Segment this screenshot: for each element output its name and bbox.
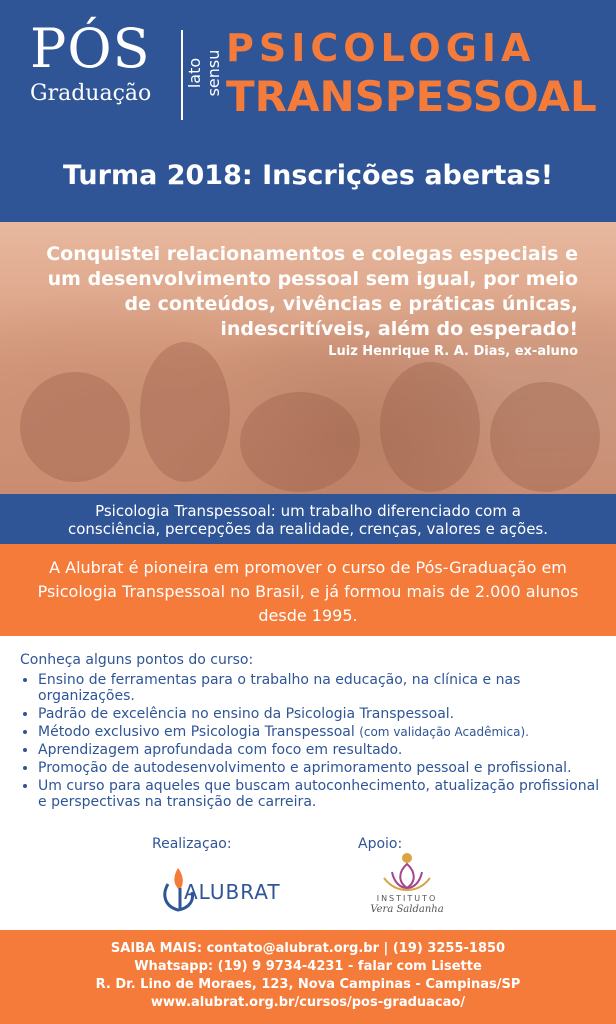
address-line: R. Dr. Lino de Moraes, 123, Nova Campinas - Campinas/SP [95, 977, 521, 992]
photo-figure [20, 372, 130, 482]
realizacao-label: Realizaçao: [152, 836, 232, 852]
quote-line: de conteúdos, vivências e práticas únicas, [124, 293, 578, 315]
testimonial-quote [38, 242, 578, 342]
instituto-logo [352, 850, 462, 920]
website-link[interactable]: www.alubrat.org.br/cursos/pos-graduacao/ [150, 995, 466, 1010]
lotus-icon [352, 850, 462, 894]
tagline-line: consciência, percepções da realidade, crenças, valores e ações. [67, 520, 549, 538]
list-item-text: Método exclusivo em Psicologia Transpessoal [38, 724, 355, 740]
graduacao-text: Graduação [30, 81, 152, 106]
about-band [0, 544, 616, 636]
about-line: Psicologia Transpessoal no Brasil, e já formou mais de 2.000 alunos [37, 582, 579, 601]
tagline-line: Psicologia Transpessoal: um trabalho diferenciado com a [95, 502, 521, 520]
photo-figure [490, 382, 600, 492]
list-item: • Promoção de autodesenvolvimento e aprimoramento pessoal e profissional. [38, 760, 600, 776]
apoio-label: Apoio: [358, 836, 403, 852]
tagline-band [0, 494, 616, 544]
vera-saldanha-text: Vera Saldanha [370, 904, 444, 915]
instituto-text: INSTITUTO [376, 894, 438, 903]
list-item: • Padrão de excelência no ensino da Psicologia Transpessoal. [38, 706, 600, 722]
contact-footer [0, 930, 616, 1024]
photo-figure [140, 342, 230, 482]
quote-line: Conquistei relacionamentos e colegas especiais e [46, 243, 578, 265]
pos-graduacao-logo [30, 17, 180, 106]
about-line: A Alubrat é pioneira em promover o curso de Pós-Graduação em [49, 558, 567, 577]
testimonial-author: Luiz Henrique R. A. Dias, ex-aluno [328, 344, 578, 359]
course-title-line1: PSICOLOGIA [226, 26, 536, 70]
points-list [20, 672, 600, 810]
alubrat-name: ALUBRAT [184, 880, 281, 904]
contact-line: SAIBA MAIS: contato@alubrat.org.br | (19) 3255-1850 [110, 941, 506, 956]
header-banner [0, 0, 616, 222]
photo-figure [380, 362, 480, 492]
whatsapp-line: Whatsapp: (19) 9 9734-4231 - falar com Lisette [134, 959, 482, 974]
enrollment-heading: Turma 2018: Inscrições abertas! [62, 160, 554, 191]
about-line: desde 1995. [258, 606, 358, 625]
list-item [38, 724, 600, 740]
quote-line: um desenvolvimento pessoal sem igual, por meio [47, 268, 578, 290]
course-title-line2: TRANSPESSOAL [226, 72, 597, 121]
points-intro: Conheça alguns pontos do curso: [20, 652, 254, 668]
photo-figure [240, 392, 360, 492]
pos-text: PÓS [30, 17, 151, 80]
course-points [20, 652, 600, 812]
quote-line: indescritíveis, além do esperado! [220, 318, 578, 340]
list-item: • Aprendizagem aprofundada com foco em resultado. [38, 742, 600, 758]
list-item-note: (com validação Acadêmica). [359, 725, 529, 739]
divider-line [181, 30, 183, 120]
list-item: • Um curso para aqueles que buscam autoconhecimento, atualização profissional e perspectivas na transição de carreira. [38, 778, 600, 810]
list-item: • Ensino de ferramentas para o trabalho na educação, na clínica e nas organizações. [38, 672, 600, 704]
group-photo [0, 222, 616, 494]
lato-sensu-text: lato sensu [185, 49, 223, 97]
